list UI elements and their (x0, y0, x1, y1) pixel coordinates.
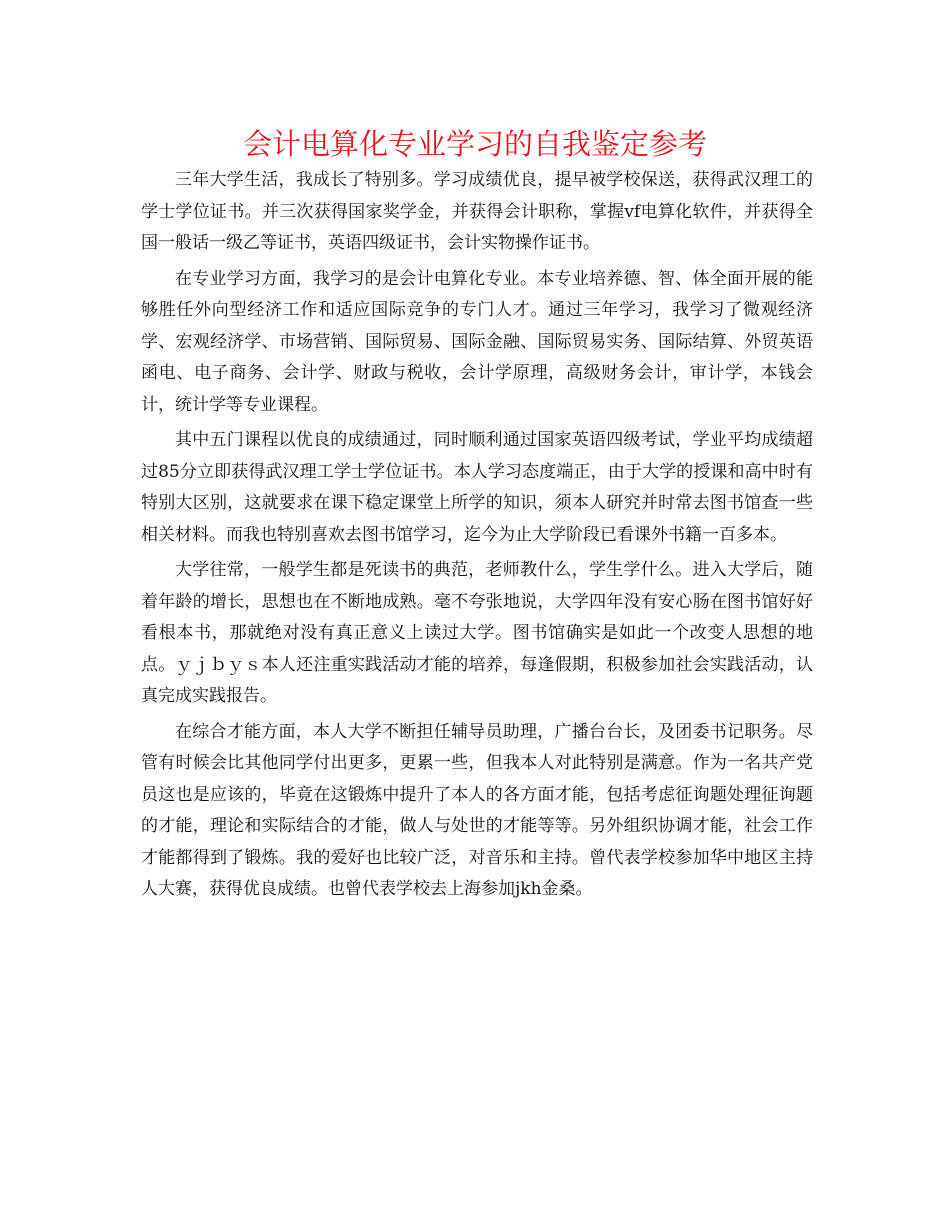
paragraph-summary: 三年大学生活，我成长了特别多。学习成绩优良，提早被学校保送，获得武汉理工的学士学位证书。并三次获得国家奖学金，并获得会计职称，掌握vf电算化软件，并获得全国一般话一级乙等证书，英语四级证书，会计实物操作证书。 (141, 170, 813, 253)
document-body (141, 165, 813, 906)
paragraph-major-study: 在专业学习方面，我学习的是会计电算化专业。本专业培养德、智、体全面开展的能够胜任外向型经济工作和适应国际竞争的专门人才。通过三年学习，我学习了微观经济学、宏观经济学、市场营销、国际贸易、国际金融、国际贸易实务、国际结算、外贸英语函电、电子商务、会计学、财政与税收，会计学原理，高级财务会计，审计学，本钱会计，统计学等专业课程。 (141, 268, 813, 415)
document-title: 会计电算化专业学习的自我鉴定参考 (242, 127, 707, 161)
paragraph-university-life: 大学往常，一般学生都是死读书的典范，老师教什么，学生学什么。进入大学后，随着年龄的增长，思想也在不断地成熟。毫不夸张地说，大学四年没有安心肠在图书馆好好看根本书，那就绝对没有真正意义上读过大学。图书馆确实是如此一个改变人思想的地点。ｙｊｂｙｓ本人还注重实践活动才能的培养，每逢假期，积极参加社会实践活动，认真完成实践报告。 (141, 560, 813, 706)
paragraph-courses-grades: 其中五门课程以优良的成绩通过，同时顺利通过国家英语四级考试，学业平均成绩超过85分立即获得武汉理工学士学位证书。本人学习态度端正，由于大学的授课和高中时有特别大区别，这就要求在课下稳定课堂上所学的知识，须本人研究并时常去图书馆查一些相关材料。而我也特别喜欢去图书馆学习，迄今为止大学阶段已看课外书籍一百多本。 (141, 430, 813, 545)
paragraph-comprehensive-ability: 在综合才能方面，本人大学不断担任辅导员助理，广播台台长，及团委书记职务。尽管有时候会比其他同学付出更多，更累一些，但我本人对此特别是满意。作为一名共产党员这也是应该的，毕竟在这锻炼中提升了本人的各方面才能，包括考虑征询题处理征询题的才能，理论和实际结合的才能，做人与处世的才能等等。另外组织协调才能，社会工作才能都得到了锻炼。我的爱好也比较广泛，对音乐和主持。曾代表学校参加华中地区主持人大赛，获得优良成绩。也曾代表学校去上海参加jkh金桑。 (141, 721, 813, 899)
